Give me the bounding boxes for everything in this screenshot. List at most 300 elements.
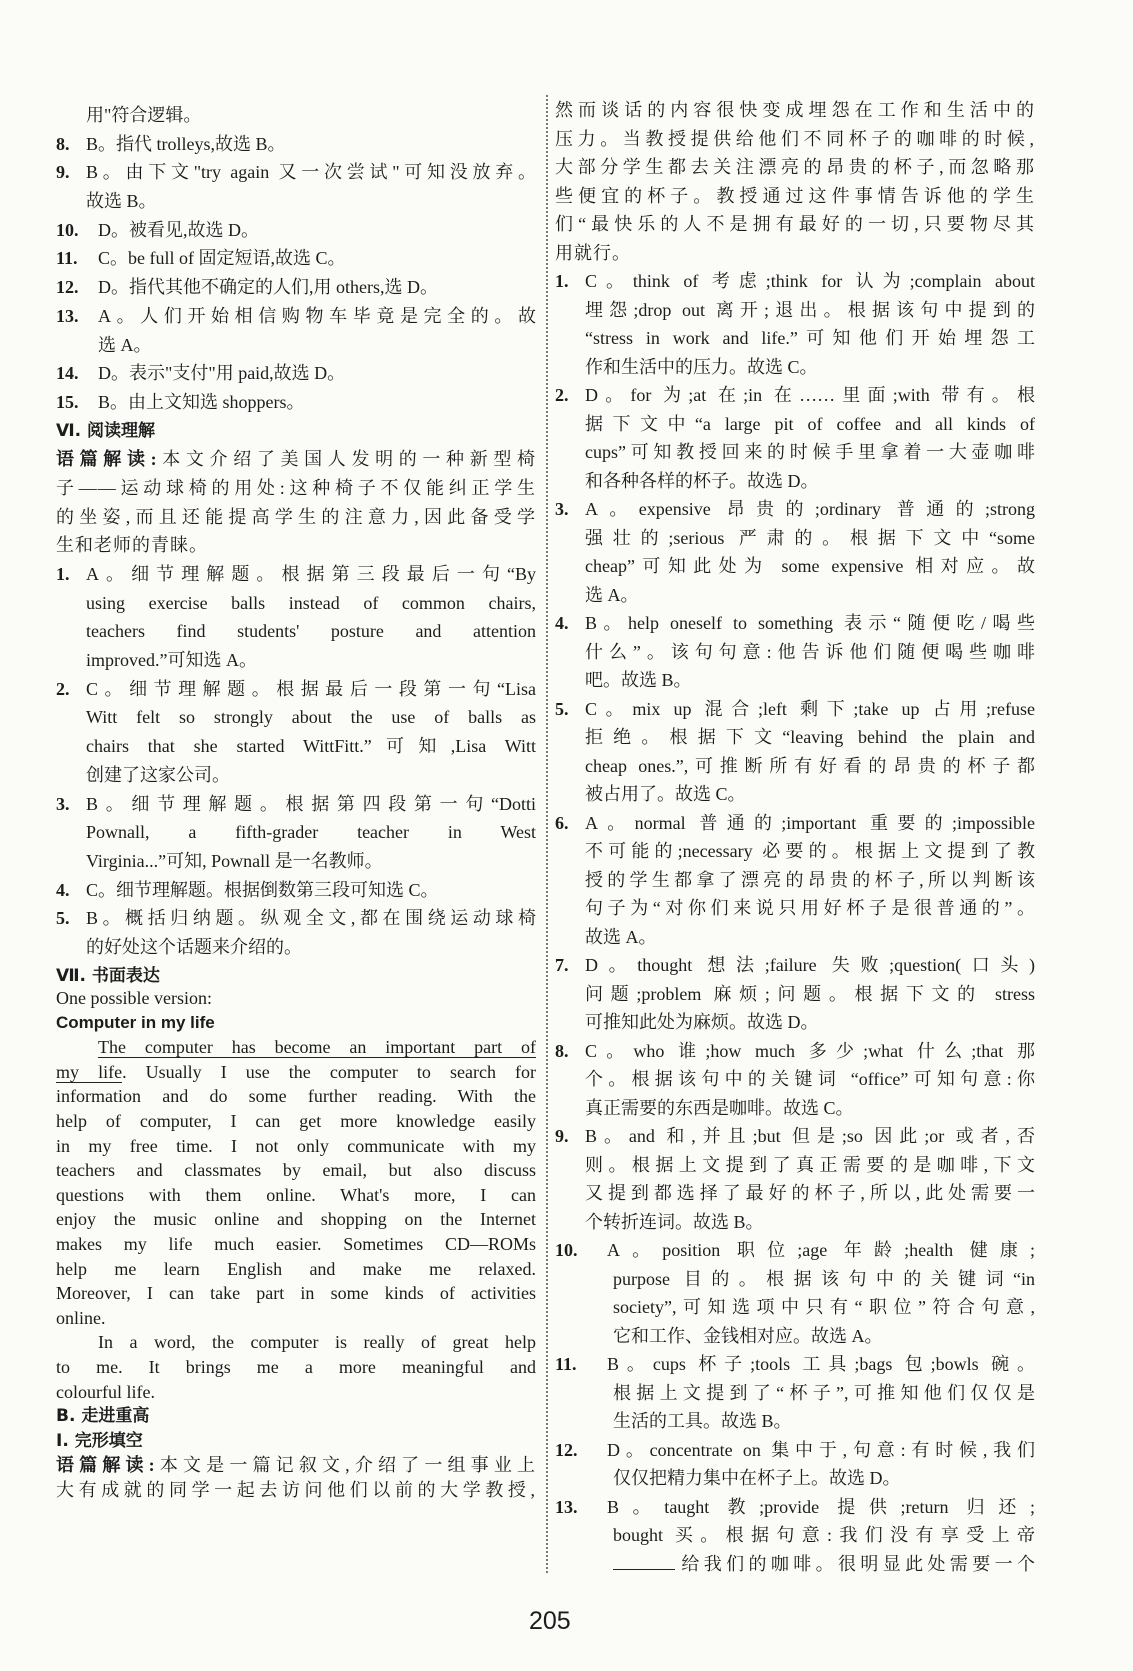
line-text (56, 503, 536, 532)
line-text (56, 1134, 536, 1159)
answer-item (555, 1037, 1035, 1123)
text-line (56, 703, 536, 732)
text-content: B。help oneself to something 表示“随便吃/喝些 (585, 613, 1035, 633)
text-content: Witt felt so strongly about the use of balls as (86, 707, 536, 728)
line-text (86, 703, 536, 732)
text-content: B。由下文"try again 又一次尝试"可知没放弃。 (86, 162, 536, 183)
text-content: 用就行。 (555, 242, 631, 263)
text-line (56, 1257, 536, 1282)
text-content: Pownall, a fifth-grader teacher in West (86, 822, 536, 843)
essay-paragraph (56, 1035, 536, 1330)
line-text (86, 904, 536, 933)
line-text (585, 951, 1035, 980)
item-number: 12. (555, 1439, 578, 1460)
text-content: 真正需要的东西是咖啡。故选 C。 (585, 1097, 854, 1118)
text-line (56, 216, 536, 245)
line-text (613, 1265, 1035, 1294)
text-content: 些便宜的杯子。教授通过这件事情告诉他的学生 (555, 185, 1035, 206)
text-content: bought 买。根据句意:我们没有享受上帝 (613, 1525, 1035, 1545)
text-line (56, 646, 536, 675)
text-content: B。指代 trolleys,故选 B。 (86, 133, 286, 154)
text-line (56, 130, 536, 159)
text-line (56, 302, 536, 331)
line-text (585, 1179, 1035, 1208)
section-heading (56, 1429, 536, 1454)
text-line (56, 1380, 536, 1405)
answer-item (555, 1436, 1035, 1493)
text-content: 本文介绍了美国人发明的一种新型椅 (157, 449, 536, 470)
line-text (555, 210, 1035, 239)
text-line (555, 837, 1035, 866)
text-line (56, 359, 536, 388)
text-line (56, 388, 536, 417)
item-number: 8. (56, 133, 70, 154)
text-line (555, 1322, 1035, 1351)
answer-item (56, 302, 536, 359)
line-text (585, 723, 1035, 752)
fill-in-blank (613, 1551, 675, 1570)
line-text (56, 474, 536, 503)
line-text (585, 1122, 1035, 1151)
text-line (56, 187, 536, 216)
text-content: 拒绝。根据下文“leaving behind the plain and (585, 727, 1035, 747)
text-line (555, 1151, 1035, 1180)
line-text (56, 1084, 536, 1109)
text-content: D。concentrate on 集中于,句意:有时候,我们 (607, 1439, 1035, 1460)
text-line (56, 933, 536, 962)
item-number: 15. (56, 391, 79, 412)
text-line (56, 1134, 536, 1159)
text-line (555, 695, 1035, 724)
text-content: cups”可知教授回来的时候手里拿着一大壶咖啡 (585, 442, 1035, 462)
line-text (56, 1355, 536, 1380)
underlined-text: my life (56, 1061, 123, 1082)
text-line (555, 609, 1035, 638)
text-line (555, 239, 1035, 268)
text-line (56, 101, 536, 130)
line-text (585, 438, 1035, 467)
answer-item (56, 388, 536, 417)
line-text (56, 1281, 536, 1306)
text-line (555, 381, 1035, 410)
text-line (555, 495, 1035, 524)
line-text (98, 216, 536, 245)
text-content: 作和生活中的压力。故选 C。 (585, 356, 818, 377)
text-content: 问题;problem 麻烦;问题。根据下文的 stress (585, 983, 1035, 1004)
heading-text: B. 走进重高 (56, 1406, 150, 1427)
line-text (98, 244, 536, 273)
text-line (56, 675, 536, 704)
answer-item (56, 876, 536, 905)
line-text (86, 790, 536, 819)
text-line (56, 1084, 536, 1109)
line-text (585, 923, 1035, 952)
text-content: help me learn English and make me relaxed. (56, 1258, 536, 1279)
line-text (98, 302, 536, 331)
text-line (555, 1122, 1035, 1151)
line-text (555, 96, 1035, 125)
text-content: B。taught 教;provide 提供;return 归还; (607, 1496, 1035, 1517)
answer-item (555, 695, 1035, 809)
text-line (555, 980, 1035, 1009)
line-text (585, 467, 1035, 496)
text-line (56, 617, 536, 646)
line-text (585, 866, 1035, 895)
essay-title (56, 1011, 536, 1036)
text-line (56, 560, 536, 589)
line-text (56, 986, 536, 1011)
text-content: questions with them online. What's more, I can (56, 1184, 536, 1205)
line-text (86, 589, 536, 618)
text-content: 大有成就的同学一起去访问他们以前的大学教授, (56, 1479, 536, 1500)
line-text (585, 752, 1035, 781)
text-content: B。and 和,并且;but 但是;so 因此;or 或者,否 (585, 1126, 1035, 1146)
item-number: 12. (56, 277, 79, 298)
line-text (585, 638, 1035, 667)
underlined-text: The computer has become an important part of (98, 1037, 536, 1058)
text-content: B。cups 杯子;tools 工具;bags 包;bowls 碗。 (607, 1354, 1035, 1374)
text-segment: . Usually I use the computer to search for (122, 1061, 536, 1082)
item-number: 2. (555, 385, 569, 405)
text-content: cheap ones.”,可推断所有好看的昂贵的杯子都 (585, 755, 1035, 776)
answer-item (56, 675, 536, 790)
text-line (56, 273, 536, 302)
answer-item (56, 560, 536, 675)
line-text (613, 1464, 1035, 1493)
essay-paragraph (56, 1330, 536, 1404)
text-content: 故选 B。 (86, 191, 157, 212)
line-text (555, 125, 1035, 154)
text-line (56, 1429, 536, 1454)
text-content: purpose 目的。根据该句中的关键词“in (613, 1268, 1035, 1289)
text-line (555, 1436, 1035, 1465)
text-line (56, 531, 536, 560)
text-line (56, 503, 536, 532)
text-content: D。表示"支付"用 paid,故选 D。 (98, 363, 346, 384)
text-line (555, 1037, 1035, 1066)
text-line (56, 847, 536, 876)
answer-item (555, 381, 1035, 495)
text-content: D。thought 想法;failure 失败;question(口头) (585, 955, 1035, 975)
text-line (555, 1265, 1035, 1294)
answer-item (56, 130, 536, 159)
line-text (56, 1232, 536, 1257)
text-line (56, 790, 536, 819)
answer-item (555, 609, 1035, 695)
line-text (585, 809, 1035, 838)
text-line (56, 1035, 536, 1060)
text-line (555, 1379, 1035, 1408)
text-line (555, 1293, 1035, 1322)
item-number: 1. (555, 271, 569, 291)
item-number: 4. (56, 879, 70, 900)
item-number: 5. (555, 698, 569, 719)
text-content: colourful life. (56, 1381, 155, 1402)
text-line (56, 1158, 536, 1183)
text-content: 授的学生都拿了漂亮的昂贵的杯子,所以判断该 (585, 869, 1035, 890)
answer-item (56, 273, 536, 302)
text-line (56, 589, 536, 618)
line-text (585, 695, 1035, 724)
text-line (56, 331, 536, 360)
text-content: 它和工作、金钱相对应。故选 A。 (613, 1325, 883, 1346)
answer-item (56, 359, 536, 388)
line-text (585, 1208, 1035, 1237)
line-text (86, 130, 536, 159)
text-content: 什么”。该句句意:他告诉他们随便喝些咖啡 (585, 641, 1035, 662)
answer-item (555, 1350, 1035, 1436)
text-content: D。指代其他不确定的人们,用 others,选 D。 (98, 277, 438, 298)
line-text (56, 1453, 536, 1478)
text-line (555, 1208, 1035, 1237)
text-content: 然而谈话的内容很快变成埋怨在工作和生活中的 (555, 100, 1035, 120)
text-line (56, 1109, 536, 1134)
text-content: C。mix up 混合;left 剩下;take up 占用;refuse (585, 698, 1035, 719)
essay-intro-text (56, 986, 536, 1011)
line-text (585, 666, 1035, 695)
text-content: 句子为“对你们来说只用好杯子是很普通的”。 (585, 898, 1035, 918)
text-content: D。被看见,故选 D。 (98, 219, 259, 240)
text-line (56, 1011, 536, 1036)
item-number: 13. (555, 1496, 578, 1517)
page-number: 205 (529, 1607, 571, 1635)
text-line (555, 1350, 1035, 1379)
text-content: using exercise balls instead of common chairs, (86, 592, 536, 613)
text-line (555, 96, 1035, 125)
text-line (555, 809, 1035, 838)
text-line (56, 986, 536, 1011)
text-line (555, 951, 1035, 980)
text-line (555, 1521, 1035, 1550)
line-text (613, 1293, 1035, 1322)
text-content: A。细节理解题。根据第三段最后一句“By (86, 564, 536, 584)
line-text (585, 267, 1035, 296)
line-text (585, 296, 1035, 325)
text-content: C。who 谁;how much 多少;what 什么;that 那 (585, 1040, 1035, 1061)
text-content: B。概括归纳题。纵观全文,都在围绕运动球椅 (86, 908, 536, 929)
passage-summary (56, 1453, 536, 1502)
text-line (56, 1207, 536, 1232)
item-number: 13. (56, 305, 79, 326)
line-text (607, 1493, 1035, 1522)
line-text (86, 847, 536, 876)
item-number: 2. (56, 678, 70, 699)
line-text (56, 531, 536, 560)
line-text (56, 1478, 536, 1503)
text-content: 本文是一篇记叙文,介绍了一组事业上 (155, 1455, 537, 1476)
answer-item (56, 216, 536, 245)
text-line (555, 324, 1035, 353)
line-text (86, 933, 536, 962)
text-line (56, 474, 536, 503)
line-text (585, 1065, 1035, 1094)
text-content: improved.”可知选 A。 (86, 650, 257, 671)
line-text (86, 876, 536, 905)
text-content: makes my life much easier. Sometimes CD—ROMs (56, 1233, 536, 1254)
answer-item (555, 1236, 1035, 1350)
text-line (555, 410, 1035, 439)
line-text (585, 980, 1035, 1009)
line-text (555, 153, 1035, 182)
item-number: 11. (555, 1354, 577, 1374)
text-line (555, 1179, 1035, 1208)
text-content: 不可能的;necessary 必要的。根据上文提到了教 (585, 841, 1035, 861)
text-line (555, 723, 1035, 752)
item-number: 14. (56, 363, 79, 384)
line-text (585, 837, 1035, 866)
line-text (56, 417, 536, 446)
right-column-answers (555, 96, 1035, 1578)
text-line (56, 158, 536, 187)
line-text (607, 1236, 1035, 1265)
column-divider (546, 95, 548, 1573)
line-text (56, 1330, 536, 1355)
item-number: 9. (56, 162, 70, 183)
text-content: 则。根据上文提到了真正需要的是咖啡,下文 (585, 1154, 1035, 1175)
text-line (555, 1407, 1035, 1436)
text-content: 和各种各样的杯子。故选 D。 (585, 470, 819, 491)
text-content: 吧。故选 B。 (585, 670, 692, 690)
line-text (555, 182, 1035, 211)
line-text (585, 552, 1035, 581)
text-content: C。be full of 固定短语,故选 C。 (98, 248, 346, 269)
line-text (56, 1060, 536, 1085)
text-content: 压力。当教授提供给他们不同杯子的咖啡的时候, (555, 128, 1035, 149)
text-content: chairs that she started WittFitt.”可知,Lisa Witt (86, 736, 536, 757)
text-line (555, 210, 1035, 239)
text-content: information and do some further reading. With the (56, 1086, 536, 1107)
text-line (555, 1008, 1035, 1037)
text-content: 据下文中“a large pit of coffee and all kinds of (585, 413, 1035, 434)
text-content: cheap”可知此处为 some expensive 相对应。故 (585, 556, 1035, 576)
item-number: 5. (56, 908, 70, 929)
text-content: 的好处这个话题来介绍的。 (86, 936, 302, 957)
text-line (56, 417, 536, 446)
line-text (86, 101, 536, 130)
text-content: C。think of 考虑;think for 认为;complain about (585, 271, 1035, 291)
answer-item (555, 267, 1035, 381)
text-content: 被占用了。故选 C。 (585, 784, 746, 804)
text-line (555, 296, 1035, 325)
answer-item (555, 495, 1035, 609)
text-line (555, 666, 1035, 695)
text-content: D。for 为;at 在;in 在……里面;with 带有。根 (585, 385, 1035, 405)
text-content: 选 A。 (585, 584, 639, 605)
line-text (56, 1035, 536, 1060)
text-content: teachers and classmates by email, but also discuss (56, 1160, 536, 1181)
line-text (86, 732, 536, 761)
line-text (86, 187, 536, 216)
text-content: One possible version: (56, 988, 212, 1008)
line-text (585, 1037, 1035, 1066)
text-content: 选 A。 (98, 334, 152, 355)
text-content: online. (56, 1307, 106, 1328)
text-line (56, 876, 536, 905)
text-line (555, 780, 1035, 809)
answer-item (56, 244, 536, 273)
line-text (56, 1158, 536, 1183)
text-content: A。position 职位;age 年龄;health 健康; (607, 1240, 1035, 1260)
text-line (555, 267, 1035, 296)
line-text (607, 1436, 1035, 1465)
text-content: A。人们开始相信购物车毕竟是完全的。故 (98, 305, 536, 326)
item-number: 1. (56, 564, 70, 584)
left-column-answers (56, 101, 536, 990)
line-text (585, 894, 1035, 923)
answer-item (555, 1122, 1035, 1236)
text-content: Virginia...”可知, Pownall 是一名教师。 (86, 850, 383, 871)
line-text (86, 818, 536, 847)
text-content: 强壮的;serious 严肃的。根据下文中“some (585, 527, 1035, 548)
item-number: 6. (555, 812, 569, 833)
text-content: in my free time. I not only communicate with my (56, 1135, 536, 1156)
text-line (555, 552, 1035, 581)
line-text (56, 1011, 536, 1036)
text-content: A。expensive 昂贵的;ordinary 普通的;strong (585, 499, 1035, 519)
text-line (555, 894, 1035, 923)
line-text (585, 1008, 1035, 1037)
line-text (585, 410, 1035, 439)
answer-item (555, 809, 1035, 952)
line-text (585, 381, 1035, 410)
line-text (613, 1550, 1035, 1579)
text-content: 又提到都选择了最好的杯子,所以,此处需要一 (585, 1183, 1035, 1203)
line-text (585, 780, 1035, 809)
line-text (555, 239, 1035, 268)
line-text (607, 1350, 1035, 1379)
text-line (56, 1183, 536, 1208)
text-content: 故选 A。 (585, 926, 657, 947)
text-content: 子——运动球椅的用处:这种椅子不仅能纠正学生 (56, 477, 536, 498)
text-content: 生和老师的青睐。 (56, 535, 208, 556)
text-line (56, 1478, 536, 1503)
text-line (56, 1330, 536, 1355)
line-text (613, 1379, 1035, 1408)
text-line (56, 1060, 536, 1085)
answer-item (56, 904, 536, 961)
text-line (56, 1355, 536, 1380)
text-line (555, 1550, 1035, 1579)
text-content: teachers find students' posture and attention (86, 621, 536, 642)
text-content: to me. It brings me a more meaningful and (56, 1356, 536, 1377)
text-line (555, 752, 1035, 781)
answer-item (555, 951, 1035, 1037)
text-line (555, 1065, 1035, 1094)
answer-continuation (56, 101, 536, 130)
text-line (56, 1453, 536, 1478)
item-number: 4. (555, 613, 569, 633)
text-line (56, 1306, 536, 1331)
answer-item (56, 790, 536, 876)
section-heading (56, 1404, 536, 1429)
item-number: 8. (555, 1040, 569, 1061)
line-text (585, 1151, 1035, 1180)
line-text (56, 445, 536, 474)
text-content: 创建了这家公司。 (86, 764, 230, 785)
text-line (56, 1281, 536, 1306)
line-text (56, 1306, 536, 1331)
line-text (86, 761, 536, 790)
line-text (585, 1094, 1035, 1123)
line-text (585, 524, 1035, 553)
text-line (555, 1493, 1035, 1522)
line-text (585, 324, 1035, 353)
line-text (98, 388, 536, 417)
text-content: help of computer, I can get more knowledge easily (56, 1110, 536, 1131)
item-number: 9. (555, 1126, 569, 1146)
line-text (613, 1521, 1035, 1550)
line-text (613, 1322, 1035, 1351)
